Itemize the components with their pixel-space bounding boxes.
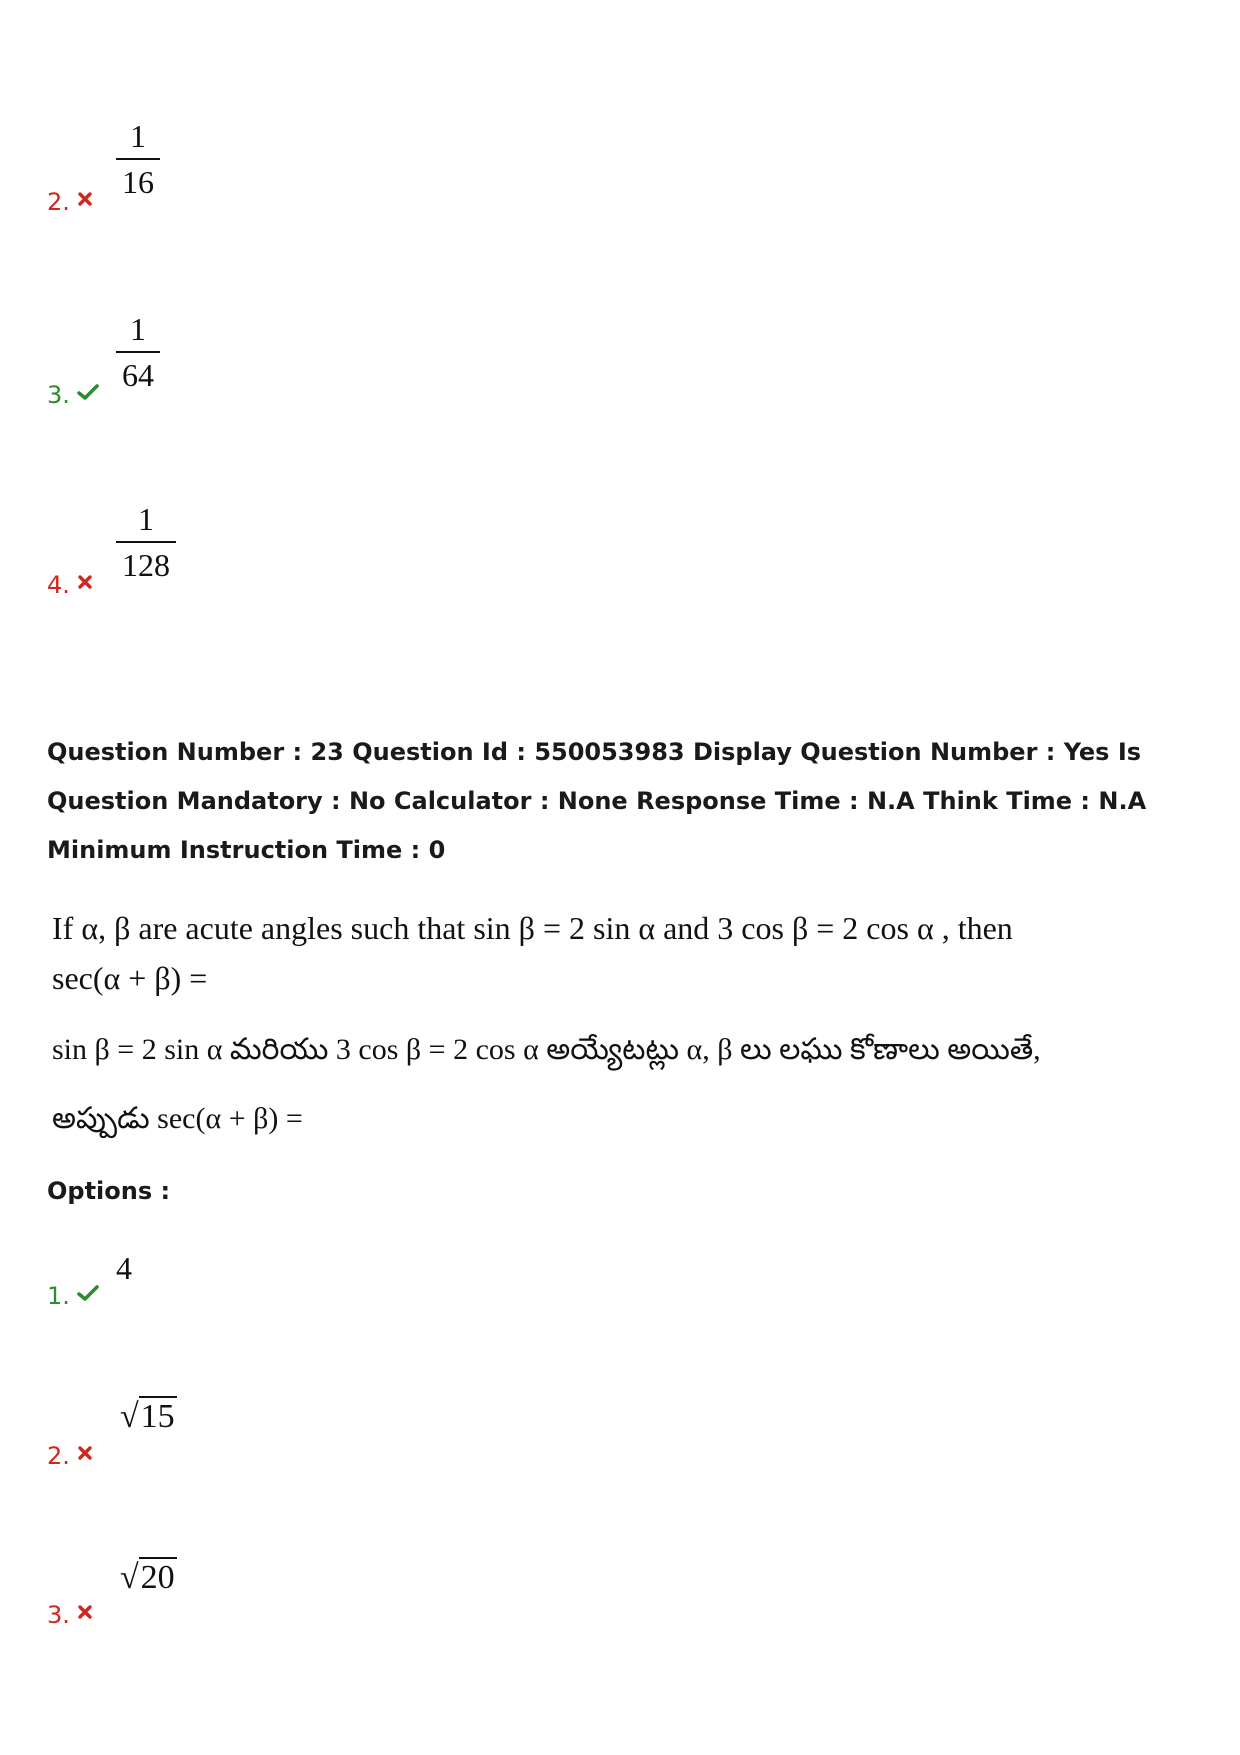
- question-english-line2: sec(α + β) =: [52, 960, 208, 996]
- question-meta: Question Number : 23 Question Id : 550053983 Display Question Number : Yes Is Question Mandatory : No Calculator : None Response Time : N.A Think Time : N.A Minimum Instruction Time : 0: [47, 738, 1147, 864]
- options-label: Options :: [47, 1177, 171, 1205]
- radical-sign: √: [120, 1559, 139, 1596]
- prev-option-3-fraction: 1 64: [116, 313, 160, 391]
- cross-icon: [77, 191, 93, 211]
- option-number: 2.: [47, 188, 70, 216]
- radicand: 15: [140, 1398, 175, 1435]
- option-number: 3.: [47, 1601, 70, 1629]
- radical-sign: √: [120, 1398, 139, 1435]
- question-telugu-line2: అప్పుడు sec(α + β) =: [52, 1102, 303, 1135]
- option-2-sqrt: [120, 1398, 177, 1436]
- question-english-line1: If α, β are acute angles such that sin β = 2 sin α and 3 cos β = 2 cos α , then: [52, 910, 1013, 946]
- option-3-sqrt: [120, 1559, 177, 1597]
- cross-icon: [77, 1604, 93, 1624]
- radicand: 20: [140, 1559, 175, 1596]
- cross-icon: [77, 1445, 93, 1465]
- check-icon: [77, 1284, 99, 1306]
- cross-icon: [77, 574, 93, 594]
- check-icon: [77, 383, 99, 405]
- option-number: 3.: [47, 381, 70, 409]
- prev-option-2-fraction: 1 16: [116, 120, 160, 198]
- option-number: 1.: [47, 1282, 70, 1310]
- question-telugu-line1: sin β = 2 sin α మరియు 3 cos β = 2 cos α అయ్యేటట్లు α, β లు లఘు కోణాలు అయితే,: [52, 1033, 1041, 1066]
- option-number: 2.: [47, 1442, 70, 1470]
- option-number: 4.: [47, 571, 70, 599]
- prev-option-4-fraction: 1 128: [116, 503, 176, 581]
- option-1-value: 4: [116, 1250, 132, 1286]
